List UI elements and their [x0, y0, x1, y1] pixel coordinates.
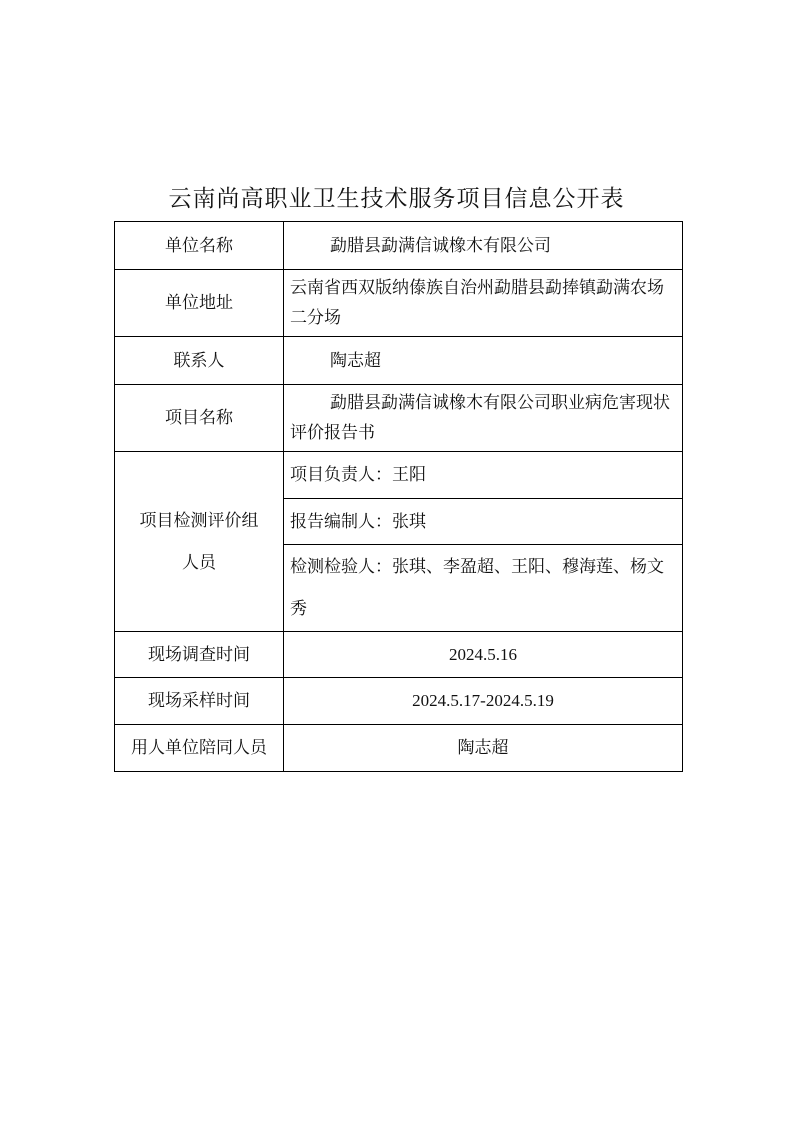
unit-name-value: 勐腊县勐满信诚橡木有限公司 — [284, 222, 683, 270]
survey-time-value: 2024.5.16 — [284, 632, 683, 678]
project-name-label: 项目名称 — [115, 385, 284, 452]
row-contact — [115, 337, 683, 385]
team-label — [115, 452, 284, 632]
unit-address-value: 云南省西双版纳傣族自治州勐腊县勐捧镇勐满农场二分场 — [284, 270, 683, 337]
row-project-name — [115, 385, 683, 452]
accompany-label: 用人单位陪同人员 — [115, 725, 284, 772]
sampling-time-value: 2024.5.17-2024.5.19 — [284, 678, 683, 725]
team-member-1: 项目负责人：王阳 — [284, 452, 683, 499]
team-label-text: 项目检测评价组人员 — [139, 510, 259, 573]
survey-time-label: 现场调查时间 — [115, 632, 284, 678]
contact-value: 陶志超 — [284, 337, 683, 385]
document-title: 云南尚高职业卫生技术服务项目信息公开表 — [168, 186, 625, 212]
sampling-time-label: 现场采样时间 — [115, 678, 284, 725]
accompany-value: 陶志超 — [284, 725, 683, 772]
row-accompany — [115, 725, 683, 772]
row-sampling-time — [115, 678, 683, 725]
project-name-value: 勐腊县勐满信诚橡木有限公司职业病危害现状评价报告书 — [284, 385, 683, 452]
info-table — [114, 221, 683, 772]
row-survey-time — [115, 632, 683, 678]
row-unit-address — [115, 270, 683, 337]
team-member-2: 报告编制人：张琪 — [284, 499, 683, 545]
unit-name-label: 单位名称 — [115, 222, 284, 270]
row-unit-name — [115, 222, 683, 270]
row-team-leader — [115, 452, 683, 499]
unit-address-label: 单位地址 — [115, 270, 284, 337]
contact-label: 联系人 — [115, 337, 284, 385]
team-member-3: 检测检验人：张琪、李盈超、王阳、穆海莲、杨文秀 — [284, 545, 683, 632]
